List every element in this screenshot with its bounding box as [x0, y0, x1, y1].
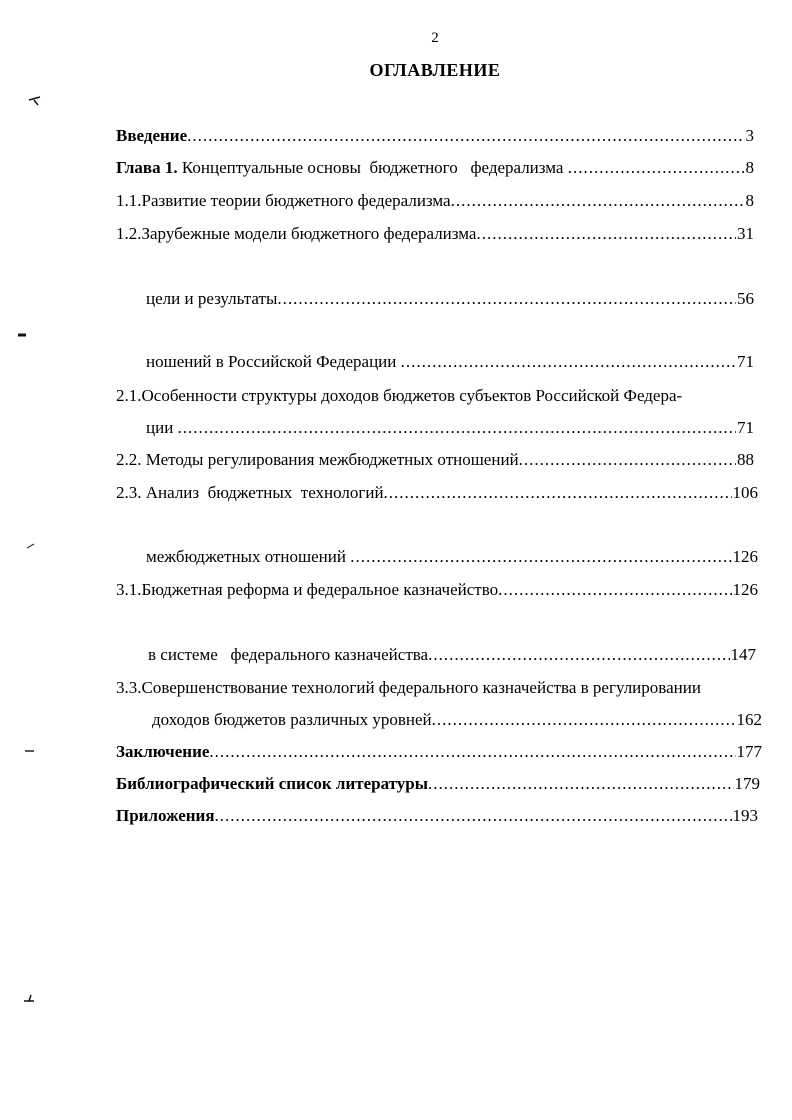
dot-leader: [498, 578, 731, 602]
toc-entry-page: 162: [736, 710, 762, 729]
dot-leader: [384, 481, 732, 505]
toc-entry-bibliography: [116, 772, 760, 796]
toc-entry-page: 126: [732, 580, 758, 599]
toc-entry-text-cont: в системе федерального казначейства: [148, 645, 429, 664]
toc-entry-text-cont: цели и результаты: [146, 289, 278, 308]
scan-speck: [26, 540, 36, 552]
dot-leader: [428, 772, 733, 796]
toc-entry-1-3: [116, 255, 696, 279]
toc-entry-text: 2.3. Анализ бюджетных технологий: [116, 483, 384, 502]
dot-leader: [215, 804, 732, 828]
toc-entry-text-cont: ции: [146, 418, 178, 437]
toc-entry-3-2: [116, 610, 756, 634]
dot-leader: [451, 189, 745, 213]
toc-entry-page: 71: [737, 352, 754, 371]
toc-entry-1-2: [116, 222, 754, 246]
toc-entry-page: 3: [745, 126, 754, 145]
toc-entry-label: Глава 1.: [116, 158, 178, 177]
scan-speck: [24, 745, 36, 757]
toc-entry-page: 179: [734, 774, 760, 793]
toc-entry-text: 1.1.Развитие теории бюджетного федерализма: [116, 191, 451, 210]
dot-leader: [178, 416, 736, 440]
dot-leader: [568, 156, 745, 180]
toc-entry-text: 2.1.Особенности структуры доходов бюджетов субъектов Российской Федера-: [116, 386, 683, 405]
toc-entry-text: Концептуальные основы бюджетного федерализма: [177, 158, 568, 177]
page-number: 2: [431, 30, 439, 46]
toc-entry-text: 3.1.Бюджетная реформа и федеральное казначейство: [116, 580, 499, 599]
dot-leader: [187, 124, 744, 148]
toc-entry-page: 147: [730, 645, 756, 664]
scan-speck: [16, 330, 28, 342]
toc-entry-text: 1.2.Зарубежные модели бюджетного федерализма: [116, 224, 477, 243]
toc-entry-2-1: [116, 384, 758, 408]
toc-entry-text: 3.3.Совершенствование технологий федерального казначейства в регулировании: [116, 678, 701, 697]
dot-leader: [476, 222, 736, 246]
toc-entry-2-2: [116, 448, 754, 472]
toc-entry-page: 177: [736, 742, 762, 761]
dot-leader: [209, 740, 735, 764]
toc-entry-3-2-cont: [148, 643, 756, 667]
toc-entry-introduction: [116, 124, 754, 148]
toc-entry-text-cont: доходов бюджетов различных уровней: [152, 710, 432, 729]
toc-entry-3-1: [116, 578, 758, 602]
dot-leader: [519, 448, 736, 472]
scan-speck: [28, 94, 42, 108]
toc-entry-text-cont: межбюджетных отношений: [146, 547, 351, 566]
dot-leader: [432, 708, 736, 732]
toc-entry-page: 8: [745, 191, 754, 210]
toc-entry-label: Заключение: [116, 742, 210, 761]
toc-entry-label: Библиографический список литературы: [116, 774, 429, 793]
toc-entry-2-3: [116, 481, 758, 505]
toc-entry-text: 2.2. Методы регулирования межбюджетных отношений: [116, 450, 519, 469]
toc-entry-2-1-cont: [146, 416, 754, 440]
toc-entry-page: 106: [732, 483, 758, 502]
toc-entry-3-3-cont: [152, 708, 762, 732]
toc-entry-page: 8: [745, 158, 754, 177]
toc-entry-conclusion: [116, 740, 762, 764]
dot-leader: [277, 287, 736, 311]
dot-leader: [350, 545, 731, 569]
toc-entry-chapter-3: [116, 514, 756, 538]
toc-title: ОГЛАВЛЕНИЕ: [369, 60, 501, 80]
toc-entry-appendices: [116, 804, 758, 828]
toc-entry-label: Приложения: [116, 806, 215, 825]
toc-entry-1-3-cont: [146, 287, 754, 311]
toc-entry-page: 126: [732, 547, 758, 566]
toc-entry-text-cont: ношений в Российской Федерации: [146, 352, 401, 371]
dot-leader: [401, 350, 736, 374]
toc-entry-page: 56: [737, 289, 754, 308]
toc-entry-page: 193: [732, 806, 758, 825]
toc-entry-chapter-3-cont: [146, 545, 758, 569]
toc-entry-chapter-1: [116, 156, 754, 180]
toc-entry-chapter-2: [116, 320, 756, 344]
toc-entry-page: 71: [737, 418, 754, 437]
toc-entry-chapter-2-cont: [146, 350, 754, 374]
scan-speck: [22, 992, 36, 1006]
toc-entry-label: Введение: [116, 126, 188, 145]
dot-leader: [428, 643, 729, 667]
toc-entry-3-3: [116, 676, 766, 700]
toc-entry-page: 88: [737, 450, 754, 469]
toc-entry-page: 31: [737, 224, 754, 243]
toc-entry-1-1: [116, 189, 754, 213]
